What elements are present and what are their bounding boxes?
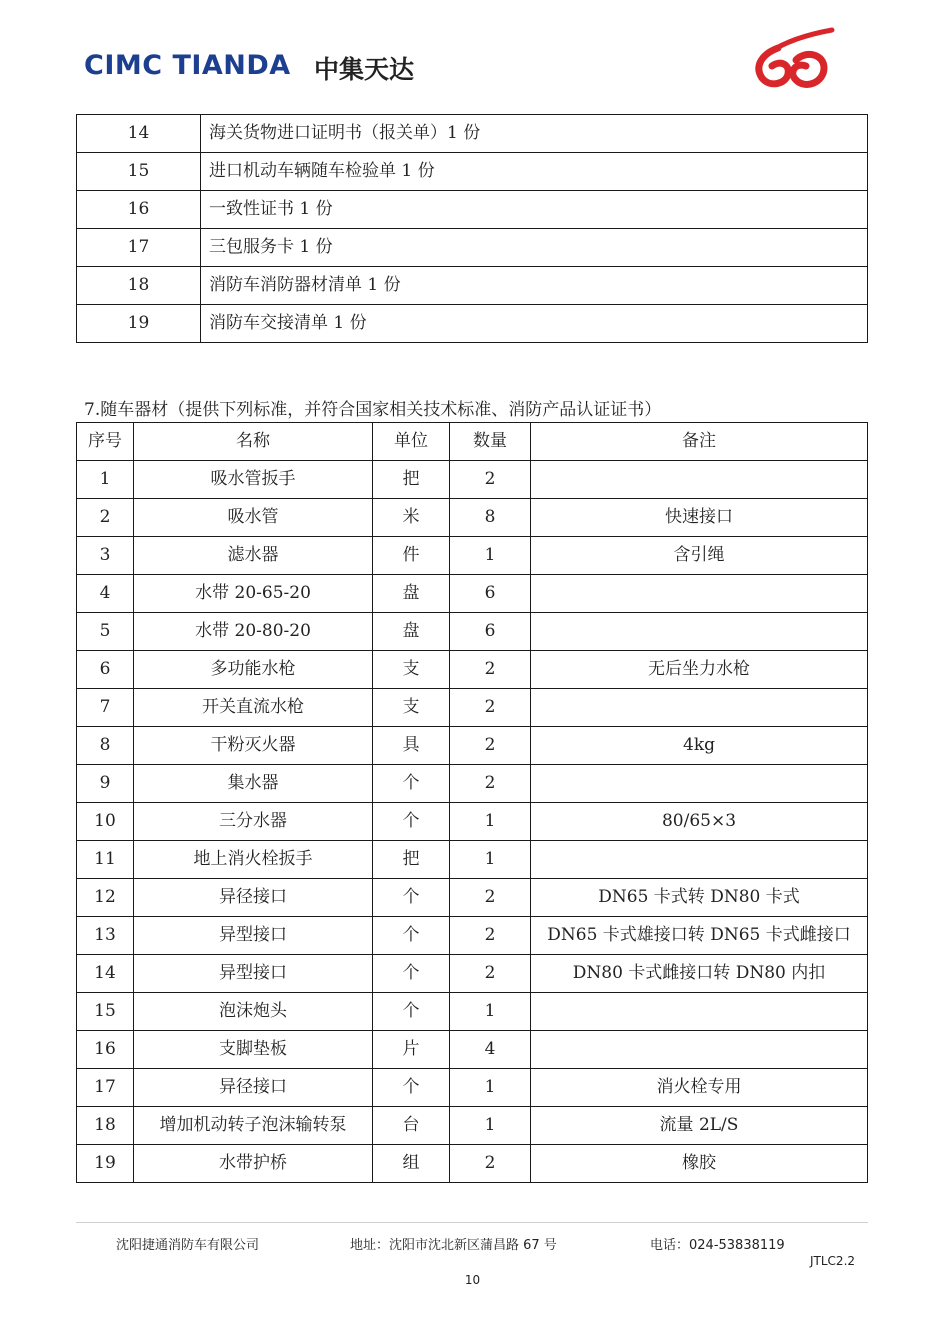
table-row bbox=[77, 1031, 868, 1069]
cell-unit: 个 bbox=[373, 879, 450, 917]
cell-no: 6 bbox=[77, 651, 134, 689]
cell-note: 4kg bbox=[531, 727, 868, 765]
table-row bbox=[77, 191, 868, 229]
cell-no: 14 bbox=[77, 955, 134, 993]
row-number: 14 bbox=[77, 115, 201, 153]
cell-note: DN65 卡式雄接口转 DN65 卡式雌接口 bbox=[531, 917, 868, 955]
header-note: 备注 bbox=[531, 423, 868, 461]
cell-unit: 米 bbox=[373, 499, 450, 537]
cell-name: 滤水器 bbox=[134, 537, 373, 575]
cell-name: 水带 20-65-20 bbox=[134, 575, 373, 613]
cell-note bbox=[531, 461, 868, 499]
cell-no: 17 bbox=[77, 1069, 134, 1107]
cell-note bbox=[531, 841, 868, 879]
cell-unit: 支 bbox=[373, 651, 450, 689]
cell-no: 2 bbox=[77, 499, 134, 537]
table-row bbox=[77, 575, 868, 613]
cell-unit: 盘 bbox=[373, 575, 450, 613]
table-row bbox=[77, 537, 868, 575]
cell-no: 12 bbox=[77, 879, 134, 917]
row-number: 15 bbox=[77, 153, 201, 191]
cell-no: 9 bbox=[77, 765, 134, 803]
cell-no: 8 bbox=[77, 727, 134, 765]
cell-no: 16 bbox=[77, 1031, 134, 1069]
table-row bbox=[77, 153, 868, 191]
cell-no: 15 bbox=[77, 993, 134, 1031]
section-title-equipment: 7.随车器材（提供下列标准，并符合国家相关技术标准、消防产品认证证书） bbox=[84, 400, 662, 420]
cell-note: 无后坐力水枪 bbox=[531, 651, 868, 689]
cell-note bbox=[531, 765, 868, 803]
cell-qty: 1 bbox=[450, 841, 531, 879]
table-row bbox=[77, 1107, 868, 1145]
cell-unit: 台 bbox=[373, 1107, 450, 1145]
cell-no: 4 bbox=[77, 575, 134, 613]
table-row bbox=[77, 803, 868, 841]
row-number: 19 bbox=[77, 305, 201, 343]
cell-qty: 1 bbox=[450, 803, 531, 841]
cell-qty: 2 bbox=[450, 727, 531, 765]
row-number: 18 bbox=[77, 267, 201, 305]
cell-unit: 个 bbox=[373, 955, 450, 993]
cell-note bbox=[531, 689, 868, 727]
table-row bbox=[77, 229, 868, 267]
row-number: 17 bbox=[77, 229, 201, 267]
cell-name: 异径接口 bbox=[134, 1069, 373, 1107]
cell-name: 水带 20-80-20 bbox=[134, 613, 373, 651]
cell-qty: 2 bbox=[450, 1145, 531, 1183]
cell-name: 多功能水枪 bbox=[134, 651, 373, 689]
row-item: 消防车交接清单 1 份 bbox=[201, 305, 868, 343]
cell-qty: 2 bbox=[450, 917, 531, 955]
cell-unit: 把 bbox=[373, 841, 450, 879]
row-item: 消防车消防器材清单 1 份 bbox=[201, 267, 868, 305]
cell-unit: 个 bbox=[373, 803, 450, 841]
cell-unit: 个 bbox=[373, 765, 450, 803]
cell-qty: 2 bbox=[450, 765, 531, 803]
cell-no: 3 bbox=[77, 537, 134, 575]
cell-qty: 4 bbox=[450, 1031, 531, 1069]
table-row bbox=[77, 727, 868, 765]
table-header-row bbox=[77, 423, 868, 461]
cimc-logo-icon bbox=[748, 24, 836, 96]
documents-table bbox=[76, 114, 868, 343]
table-row bbox=[77, 651, 868, 689]
footer-company: 沈阳捷通消防车有限公司 bbox=[116, 1238, 260, 1253]
cell-no: 11 bbox=[77, 841, 134, 879]
equipment-table bbox=[76, 422, 868, 1183]
table-row bbox=[77, 499, 868, 537]
cell-no: 1 bbox=[77, 461, 134, 499]
table-row bbox=[77, 689, 868, 727]
table-row bbox=[77, 1069, 868, 1107]
footer-doc-code: JTLC2.2 bbox=[810, 1254, 856, 1268]
cell-note: DN80 卡式雌接口转 DN80 内扣 bbox=[531, 955, 868, 993]
cell-note: DN65 卡式转 DN80 卡式 bbox=[531, 879, 868, 917]
cell-name: 干粉灭火器 bbox=[134, 727, 373, 765]
row-item: 进口机动车辆随车检验单 1 份 bbox=[201, 153, 868, 191]
brand-name-cn: 中集天达 bbox=[314, 55, 415, 84]
cell-note: 快速接口 bbox=[531, 499, 868, 537]
cell-unit: 具 bbox=[373, 727, 450, 765]
cell-unit: 件 bbox=[373, 537, 450, 575]
table-row bbox=[77, 841, 868, 879]
cell-note: 80/65×3 bbox=[531, 803, 868, 841]
table-row bbox=[77, 1145, 868, 1183]
cell-unit: 盘 bbox=[373, 613, 450, 651]
cell-name: 三分水器 bbox=[134, 803, 373, 841]
cell-no: 19 bbox=[77, 1145, 134, 1183]
row-item: 三包服务卡 1 份 bbox=[201, 229, 868, 267]
cell-unit: 把 bbox=[373, 461, 450, 499]
header-qty: 数量 bbox=[450, 423, 531, 461]
table-row bbox=[77, 115, 868, 153]
brand-name: CIMC TIANDA bbox=[84, 50, 291, 81]
cell-qty: 6 bbox=[450, 575, 531, 613]
cell-note bbox=[531, 575, 868, 613]
cell-unit: 支 bbox=[373, 689, 450, 727]
header-no: 序号 bbox=[77, 423, 134, 461]
cell-name: 异型接口 bbox=[134, 917, 373, 955]
cell-no: 7 bbox=[77, 689, 134, 727]
cell-note: 消火栓专用 bbox=[531, 1069, 868, 1107]
cell-note bbox=[531, 613, 868, 651]
cell-no: 18 bbox=[77, 1107, 134, 1145]
header-unit: 单位 bbox=[373, 423, 450, 461]
cell-note: 流量 2L/S bbox=[531, 1107, 868, 1145]
cell-unit: 个 bbox=[373, 917, 450, 955]
footer-address: 地址：沈阳市沈北新区蒲昌路 67 号 bbox=[350, 1238, 557, 1253]
table-row bbox=[77, 613, 868, 651]
row-item: 海关货物进口证明书（报关单）1 份 bbox=[201, 115, 868, 153]
cell-name: 开关直流水枪 bbox=[134, 689, 373, 727]
cell-qty: 2 bbox=[450, 879, 531, 917]
cell-unit: 个 bbox=[373, 993, 450, 1031]
cell-unit: 个 bbox=[373, 1069, 450, 1107]
header-name: 名称 bbox=[134, 423, 373, 461]
cell-name: 吸水管扳手 bbox=[134, 461, 373, 499]
page-header bbox=[0, 0, 945, 110]
table-row bbox=[77, 955, 868, 993]
cell-no: 5 bbox=[77, 613, 134, 651]
cell-qty: 8 bbox=[450, 499, 531, 537]
cell-name: 水带护桥 bbox=[134, 1145, 373, 1183]
cell-name: 异径接口 bbox=[134, 879, 373, 917]
cell-qty: 2 bbox=[450, 651, 531, 689]
cell-note bbox=[531, 1031, 868, 1069]
cell-name: 支脚垫板 bbox=[134, 1031, 373, 1069]
cell-note: 橡胶 bbox=[531, 1145, 868, 1183]
cell-no: 10 bbox=[77, 803, 134, 841]
cell-unit: 片 bbox=[373, 1031, 450, 1069]
cell-name: 地上消火栓扳手 bbox=[134, 841, 373, 879]
table-row bbox=[77, 879, 868, 917]
table-row bbox=[77, 305, 868, 343]
cell-note: 含引绳 bbox=[531, 537, 868, 575]
table-row bbox=[77, 917, 868, 955]
row-number: 16 bbox=[77, 191, 201, 229]
cell-qty: 1 bbox=[450, 1107, 531, 1145]
cell-qty: 1 bbox=[450, 993, 531, 1031]
cell-name: 泡沫炮头 bbox=[134, 993, 373, 1031]
footer-divider bbox=[76, 1222, 868, 1223]
page-number: 10 bbox=[464, 1273, 481, 1287]
cell-no: 13 bbox=[77, 917, 134, 955]
cell-qty: 2 bbox=[450, 461, 531, 499]
cell-qty: 1 bbox=[450, 1069, 531, 1107]
footer-phone: 电话：024-53838119 bbox=[650, 1238, 785, 1253]
table-row bbox=[77, 461, 868, 499]
cell-name: 增加机动转子泡沫输转泵 bbox=[134, 1107, 373, 1145]
table-row bbox=[77, 993, 868, 1031]
cell-qty: 6 bbox=[450, 613, 531, 651]
table-row bbox=[77, 765, 868, 803]
cell-name: 集水器 bbox=[134, 765, 373, 803]
cell-unit: 组 bbox=[373, 1145, 450, 1183]
row-item: 一致性证书 1 份 bbox=[201, 191, 868, 229]
table-row bbox=[77, 267, 868, 305]
cell-qty: 2 bbox=[450, 955, 531, 993]
cell-name: 吸水管 bbox=[134, 499, 373, 537]
cell-qty: 1 bbox=[450, 537, 531, 575]
cell-note bbox=[531, 993, 868, 1031]
cell-name: 异型接口 bbox=[134, 955, 373, 993]
cell-qty: 2 bbox=[450, 689, 531, 727]
